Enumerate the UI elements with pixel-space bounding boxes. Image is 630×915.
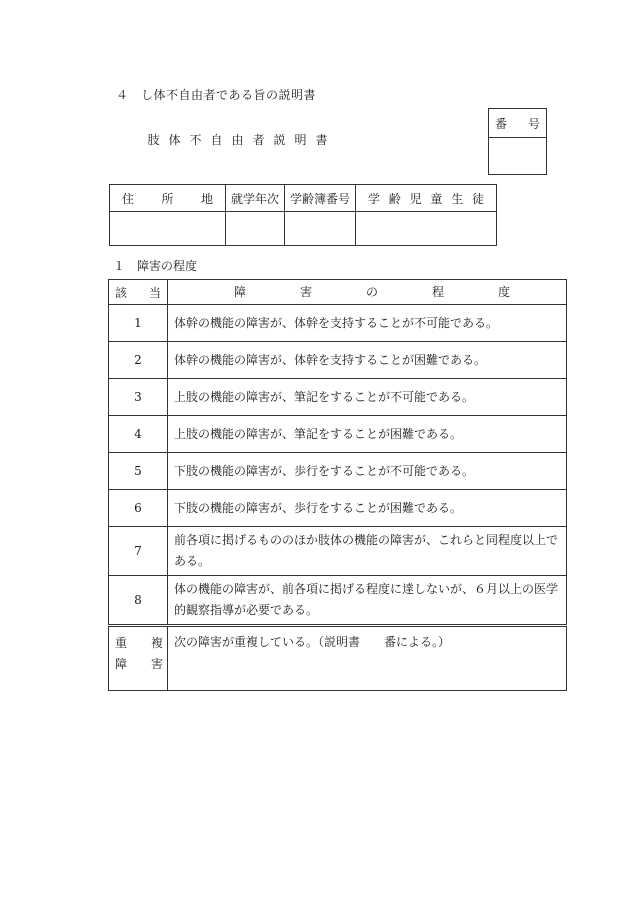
table-row[interactable] (109, 527, 567, 576)
duplicate-text[interactable]: 次の障害が重複している。（説明書 番による。） (168, 626, 567, 691)
number-label: 番号 (495, 116, 540, 131)
student-header-cell (356, 185, 497, 212)
table-row[interactable] (109, 379, 567, 416)
row-description: 下肢の機能の障害が、歩行をすることが困難である。 (168, 490, 567, 527)
row-description: 体幹の機能の障害が、体幹を支持することが困難である。 (168, 342, 567, 379)
degree-header: 障害の程度 (234, 284, 510, 299)
address-field[interactable] (110, 212, 226, 246)
number-label-cell (489, 109, 547, 138)
table-row[interactable] (109, 453, 567, 490)
disability-degree-table (108, 279, 567, 691)
table-row[interactable] (109, 576, 567, 626)
table-row[interactable] (109, 305, 567, 342)
number-box (488, 108, 547, 175)
row-number: 1 (109, 305, 168, 342)
register-number-header: 学齢簿番号 (285, 185, 356, 212)
table-row[interactable] (109, 490, 567, 527)
row-description: 下肢の機能の障害が、歩行をすることが不可能である。 (168, 453, 567, 490)
register-number-field[interactable] (285, 212, 356, 246)
student-header: 学齢児童生徒 (368, 191, 484, 206)
row-number: 3 (109, 379, 168, 416)
applicable-header-cell (109, 280, 168, 305)
degree-header-cell (168, 280, 567, 305)
duplicate-label-line2: 障害 (115, 657, 163, 671)
row-description: 体幹の機能の障害が、体幹を支持することが不可能である。 (168, 305, 567, 342)
row-number: 8 (109, 576, 168, 626)
row-number: 5 (109, 453, 168, 490)
duplicate-label-line1: 重複 (115, 636, 163, 650)
address-table (109, 184, 497, 246)
document-heading: ４ し体不自由者である旨の説明書 (116, 88, 317, 102)
school-year-header: 就学年次 (226, 185, 285, 212)
section-title: １ 障害の程度 (113, 259, 198, 273)
number-value-field[interactable] (489, 138, 547, 175)
school-year-field[interactable] (226, 212, 285, 246)
row-description: 前各項に掲げるもののほか肢体の機能の障害が、これらと同程度以上である。 (168, 527, 567, 576)
row-description: 体の機能の障害が、前各項に掲げる程度に達しないが、６月以上の医学的観察指導が必要である。 (168, 576, 567, 626)
duplicate-disability-row (109, 626, 567, 691)
address-header-cell (110, 185, 226, 212)
applicable-header: 該当 (115, 285, 161, 300)
student-field[interactable] (356, 212, 497, 246)
table-row[interactable] (109, 416, 567, 453)
row-number: 6 (109, 490, 168, 527)
document-title: 肢体不自由者説明書 (147, 133, 337, 147)
row-description: 上肢の機能の障害が、筆記をすることが困難である。 (168, 416, 567, 453)
duplicate-label-cell (109, 626, 168, 691)
address-header: 住所地 (122, 191, 213, 206)
table-row[interactable] (109, 342, 567, 379)
row-description: 上肢の機能の障害が、筆記をすることが不可能である。 (168, 379, 567, 416)
row-number: 7 (109, 527, 168, 576)
row-number: 2 (109, 342, 168, 379)
row-number: 4 (109, 416, 168, 453)
